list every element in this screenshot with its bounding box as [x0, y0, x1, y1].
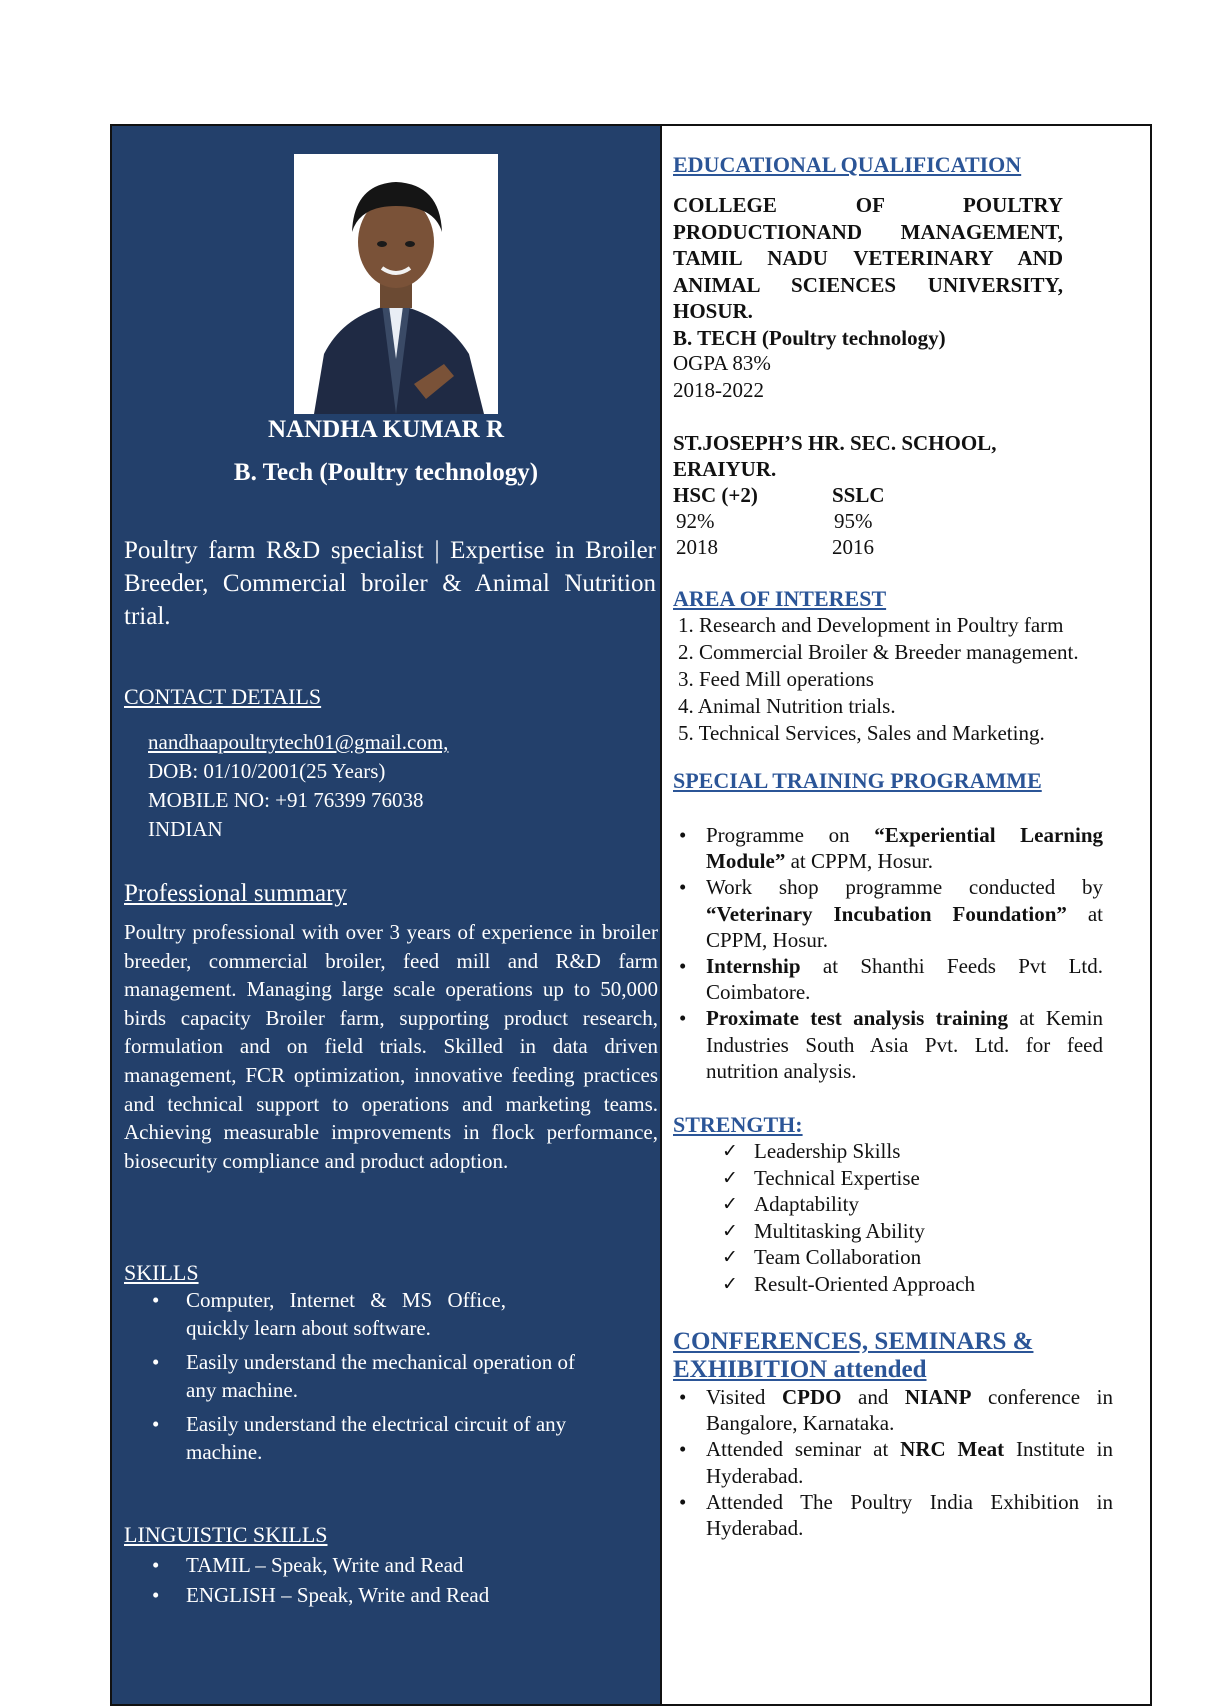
sslc-score: 95% — [834, 509, 873, 533]
dob-text: DOB: 01/10/2001(25 Years) — [148, 759, 386, 783]
list-item: • Easily understand the mechanical operation of any machine. — [124, 1348, 596, 1404]
list-item: ✓ Result-Oriented Approach — [722, 1271, 975, 1298]
linguistic-list — [124, 1550, 489, 1610]
left-sidebar — [112, 126, 660, 1704]
school-name: ST.JOSEPH’S HR. SEC. SCHOOL, — [673, 431, 997, 455]
hsc-label: HSC (+2) — [673, 483, 758, 507]
list-item: • ENGLISH – Speak, Write and Read — [124, 1580, 489, 1610]
list-item: 2. Commercial Broiler & Breeder management. — [678, 640, 1079, 664]
skills-list — [124, 1286, 596, 1466]
list-item: • Work shop programme conducted by “Veterinary Incubation Foundation” at CPPM, Hosur. — [673, 874, 1103, 953]
right-column — [662, 126, 1150, 1704]
training-heading: SPECIAL TRAINING PROGRAMME — [673, 768, 1042, 793]
profile-photo — [294, 154, 498, 414]
list-item: ✓ Adaptability — [722, 1191, 975, 1218]
hsc-year: 2018 — [676, 535, 718, 559]
candidate-name: NANDHA KUMAR R — [267, 416, 505, 443]
conferences-heading: CONFERENCES, SEMINARS & EXHIBITION attended — [673, 1328, 1034, 1383]
sslc-year: 2016 — [832, 535, 874, 559]
list-item: ✓ Leadership Skills — [722, 1138, 975, 1165]
strength-heading: STRENGTH: — [673, 1112, 803, 1137]
contact-details — [148, 728, 448, 844]
email-link[interactable]: nandhaapoultrytech01@gmail.com, — [148, 730, 449, 754]
list-item: • Attended The Poultry India Exhibition in Hyderabad. — [673, 1489, 1113, 1541]
list-item: 4. Animal Nutrition trials. — [678, 694, 896, 718]
list-item: ✓ Multitasking Ability — [722, 1218, 975, 1245]
college-years: 2018-2022 — [673, 378, 764, 402]
nationality-text: INDIAN — [148, 817, 223, 841]
contact-heading: CONTACT DETAILS — [124, 684, 322, 709]
education-heading: EDUCATIONAL QUALIFICATION — [673, 152, 1022, 177]
summary-text: Poultry professional with over 3 years of experience in broiler breeder, commercial broiler, feed mill and R&D farm management. Managing large scale operations up to 50,000 birds capacity Broiler farm, supporting product research, formulation and on field trials. Skilled in data driven management, FCR optimization, innovative feeding practices and technical support to operations and marketing teams. Achieving measurable improvements in flock performance, biosecurity compliance and product adoption. — [124, 920, 658, 1173]
list-item: 1. Research and Development in Poultry farm — [678, 613, 1064, 637]
college-info: COLLEGE OF POULTRY PRODUCTIONAND MANAGEMENT, TAMIL NADU VETERINARY AND ANIMAL SCIENCES UNIVERSITY, HOSUR. B. TECH (Poultry technology) — [673, 193, 1063, 350]
candidate-degree: B. Tech (Poultry technology) — [233, 459, 539, 486]
interest-heading: AREA OF INTEREST — [673, 586, 887, 611]
list-item: • Easily understand the electrical circuit of any machine. — [124, 1410, 596, 1466]
list-item: • Computer, Internet & MS Office, quickly learn about software. — [124, 1286, 506, 1342]
sslc-label: SSLC — [832, 483, 885, 507]
list-item: • Internship at Shanthi Feeds Pvt Ltd. Coimbatore. — [673, 953, 1103, 1005]
list-item: • Attended seminar at NRC Meat Institute in Hyderabad. — [673, 1436, 1113, 1488]
training-list — [673, 822, 1103, 1084]
interest-list — [673, 612, 1079, 747]
degree-text: B. TECH (Poultry technology) — [673, 325, 946, 350]
mobile-text: MOBILE NO: +91 76399 76038 — [148, 788, 424, 812]
hsc-score: 92% — [676, 509, 715, 533]
strength-list — [722, 1138, 975, 1297]
list-item: 3. Feed Mill operations — [678, 667, 874, 691]
linguistic-heading: LINGUISTIC SKILLS — [124, 1522, 328, 1547]
list-item: • Proximate test analysis training at Kemin Industries South Asia Pvt. Ltd. for feed nutrition analysis. — [673, 1005, 1103, 1084]
resume-page — [110, 124, 1152, 1706]
list-item: 5. Technical Services, Sales and Marketing. — [678, 721, 1045, 745]
skills-heading: SKILLS — [124, 1260, 199, 1285]
ogpa-text: OGPA 83% — [673, 351, 771, 375]
list-item: • Visited CPDO and NIANP conference in Bangalore, Karnataka. — [673, 1384, 1113, 1436]
list-item: ✓ Technical Expertise — [722, 1165, 975, 1192]
conferences-list — [673, 1384, 1113, 1541]
list-item: ✓ Team Collaboration — [722, 1244, 975, 1271]
list-item: • Programme on “Experiential Learning Module” at CPPM, Hosur. — [673, 822, 1103, 874]
list-item: • TAMIL – Speak, Write and Read — [124, 1550, 489, 1580]
summary-heading: Professional summary — [124, 880, 347, 907]
person-illustration — [294, 154, 498, 414]
school-place: ERAIYUR. — [673, 457, 777, 481]
tagline: Poultry farm R&D specialist | Expertise in Broiler Breeder, Commercial broiler & Animal Nutrition trial. — [124, 537, 656, 630]
